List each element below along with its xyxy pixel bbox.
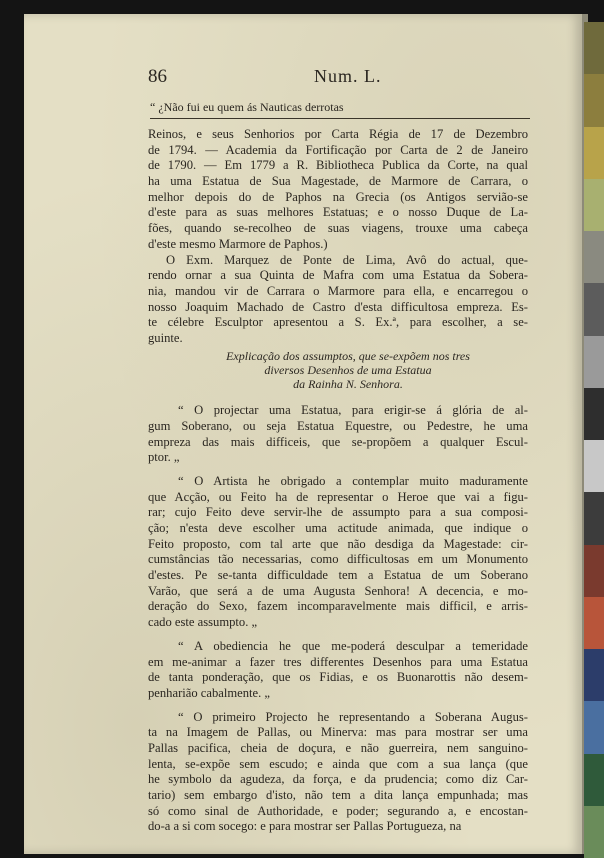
text-line: ha uma Estatua de Sua Magestade, de Marmore de Carrara, o [148,174,528,189]
text-line: d'estes. Pe se-tanta difficuldade tem a Estatua de um Soberano [148,568,528,583]
section-subtitle [148,349,528,392]
paragraph [148,403,528,466]
text-line: tario) sem embargo d'isto, não tem a dita lança empunhada; mas [148,788,528,803]
text-line: empreza das mais difficeis, que se-propõem a qualquer Escul- [148,434,528,449]
paragraph [148,639,528,702]
color-swatch [584,754,604,806]
text-line: te célebre Esculptor apresentou a S. Ex.ª, para escolher, a se- [148,315,528,330]
text-line: deração do Sexo, fazem incomparavelmente mais difficil, e arris- [148,599,528,614]
paragraph [148,253,528,347]
page-header [148,66,478,93]
text-line: “ O Artista he obrigado a contemplar muito maduramente [178,473,528,488]
body-text [148,127,528,835]
text-line: de 1790. — Em 1779 a R. Bibliotheca Publica da Corte, na qual [148,158,528,173]
color-swatch [584,649,604,701]
paragraph [148,127,528,253]
text-line: Pallas pacifica, cheia de doçura, e não guerreira, nem sanguino- [148,740,528,755]
text-line: ção; n'esta deve escolher uma actitude animada, que indique o [148,521,528,536]
color-swatch [584,179,604,231]
paragraph-gap [148,466,528,474]
text-line: de tanta ponderação, que os Fidias, e os Buonarottis não desem- [148,670,528,685]
color-swatch [584,388,604,440]
text-line: cado este assumpto. „ [148,615,258,630]
color-swatch [584,127,604,179]
text-line: nia, mandou vir de Carrara o Marmore para ella, e encarregou o [148,283,528,298]
text-line: nosso Joaquim Machado de Castro d'esta difficultosa empreza. Es- [148,299,528,314]
color-swatch [584,440,604,492]
paragraph [148,710,528,836]
text-line: que Acção, ou Feito ha de representar o Heroe que vai a figu- [148,489,528,504]
text-line: ta na Imagem de Pallas, ou Minerva: mas para mostrar ser uma [148,725,528,740]
subtitle-line: da Rainha N. Senhora. [293,377,403,392]
text-line: Varão, que será a de uma Augusta Senhora! A decencia, e mo- [148,583,528,598]
page-number: 86 [148,66,167,87]
text-line: he symbolo da agudeza, da força, e da prudencia; como diz Car- [148,772,528,787]
text-line: penharião cabalmente. „ [148,685,271,700]
color-swatch [584,701,604,753]
text-line: cumstâncias tão necessarias, como difficultosas em um Monumento [148,552,528,567]
text-line: do-a a si com socego: e para mostrar ser Pallas Portugueza, na [148,819,462,834]
text-line: d'este mesmo Marmore de Paphos.) [148,236,328,251]
text-line: ptor. „ [148,450,180,465]
paragraph-gap [148,631,528,639]
text-line: guinte. [148,330,183,345]
quote-line: “ ¿Não fui eu quem ás Nauticas derrotas [150,100,344,114]
text-line: d'este para as suas melhores Estatuas; e o nosso Duque de La- [148,205,528,220]
text-line: “ A obediencia he que me-poderá desculpar a temeridade [178,638,528,653]
text-line: Feito proposto, com tal arte que não desdiga da Magestade: cir- [148,536,528,551]
color-calibration-bar [584,22,604,858]
color-swatch [584,74,604,126]
color-swatch [584,336,604,388]
text-line: O Exm. Marquez de Ponte de Lima, Avô do actual, que- [166,252,528,267]
subtitle-line: Explicação dos assumptos, que se-expõem nos tres [226,348,470,363]
color-swatch [584,22,604,74]
text-line: de 1794. — Academia da Fortificação por Carta de 2 de Janeiro [148,142,528,157]
divider [150,118,530,119]
color-swatch [584,545,604,597]
text-line: lenta, se-expõe sem escudo; e ainda que com a sua lança (que [148,756,528,771]
color-swatch [584,231,604,283]
subtitle-line: diversos Desenhos de uma Estatua [264,362,432,377]
paragraph [148,474,528,631]
text-line: gum Soberano, ou seja Estatua Equestre, ou Pedestre, he uma [148,418,528,433]
text-line: rendo ornar a sua Quinta de Mafra com uma Estatua da Sobera- [148,268,528,283]
text-line: só como sinal de Authoridade, e poder; segurando a, e encostan- [148,803,528,818]
text-line: “ O primeiro Projecto he representando a Soberana Augus- [178,709,528,724]
text-line: fões, quando se-recolheo de suas viagens, trouxe uma cabeça [148,221,528,236]
color-swatch [584,283,604,335]
text-line: rar; cujo Feito deve servir-lhe de assumpto para a sua composi- [148,505,528,520]
text-line: melhor depois do de Paphos na Grecia (os Antigos servião-se [148,189,528,204]
paragraph-gap [148,702,528,710]
color-swatch [584,492,604,544]
page-title: Num. L. [314,66,382,86]
text-line: “ O projectar uma Estatua, para erigir-se á glória de al- [178,403,528,418]
color-swatch [584,806,604,858]
text-line: Reinos, e seus Senhorios por Carta Régia de 17 de Dezembro [148,127,528,141]
text-line: em me-animar a fazer tres differentes Desenhos para uma Estatua [148,654,528,669]
color-swatch [584,597,604,649]
